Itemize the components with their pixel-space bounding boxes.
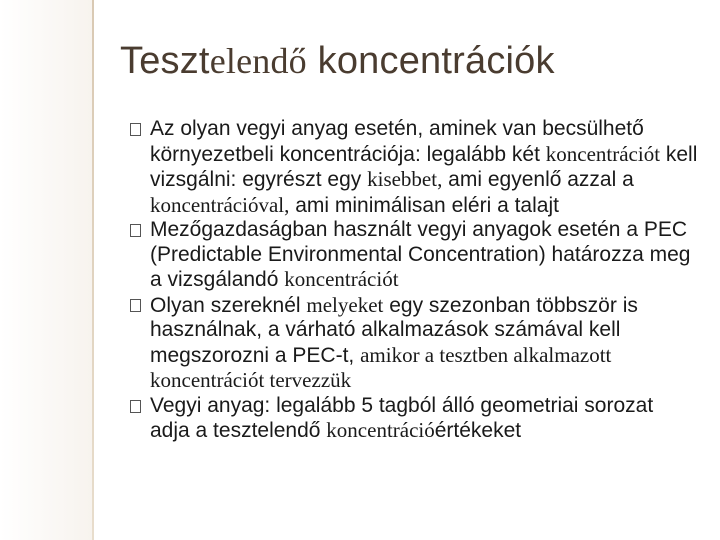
bullet-item-3 <box>128 293 698 394</box>
bullet-1-text-6: koncentrációval, <box>150 192 290 217</box>
bullet-1-text-3: kell vizsgálni: egyrészt egy <box>150 142 698 191</box>
bullet-4-text-2: koncentráció <box>326 418 435 442</box>
bullet-1-text-4: kisebbet, <box>367 167 443 191</box>
left-accent-line <box>92 0 94 540</box>
bullet-2-text-1: Mezőgazdaságban használt vegyi anyagok esetén a PEC (Predictable Environmental Concentration) határozza meg a vizsgálandó <box>150 218 691 291</box>
bullet-item-4 <box>128 394 698 444</box>
bullet-3-text-4: amikor a tesztben alkalmazott koncentrációt tervezzük <box>150 342 612 392</box>
bullet-1-text-5: ami egyenlő azzal a <box>442 168 634 191</box>
bullet-4-text-3: értékeket <box>434 419 522 442</box>
bullet-2-text-2: koncentrációt <box>284 267 399 291</box>
left-accent-panel <box>0 0 92 540</box>
bullet-3-text-1: Olyan szereknél <box>150 293 307 317</box>
slide-title-part-1: Teszt <box>120 40 210 82</box>
bullet-4-text-1: Vegyi anyag: legalább 5 tagból álló geometriai sorozat adja a tesztelendő <box>150 393 654 442</box>
bullet-item-1 <box>128 117 698 218</box>
bullet-list <box>128 117 698 444</box>
bullet-3-text-3: egy szezonban többször is használnak, a várható alkalmazások számával kell megszorozni a PEC-t, <box>150 293 638 367</box>
bullet-box-icon <box>130 400 141 413</box>
slide-title <box>120 40 555 83</box>
bullet-1-text-1: Az olyan vegyi anyag esetén, aminek van becsülhető környezetbeli koncentrációja: legalább két <box>150 117 644 166</box>
slide-title-part-3: koncentrációk <box>306 40 555 82</box>
bullet-item-2 <box>128 218 698 293</box>
bullet-1-text-7: ami minimálisan eléri a talajt <box>289 193 559 217</box>
bullet-box-icon <box>130 123 141 136</box>
bullet-box-icon <box>130 299 141 312</box>
bullet-1-text-2: koncentrációt <box>545 141 661 166</box>
bullet-3-text-2: melyeket <box>306 292 384 317</box>
bullet-box-icon <box>130 224 141 237</box>
slide-title-part-2: elendő <box>209 41 307 81</box>
